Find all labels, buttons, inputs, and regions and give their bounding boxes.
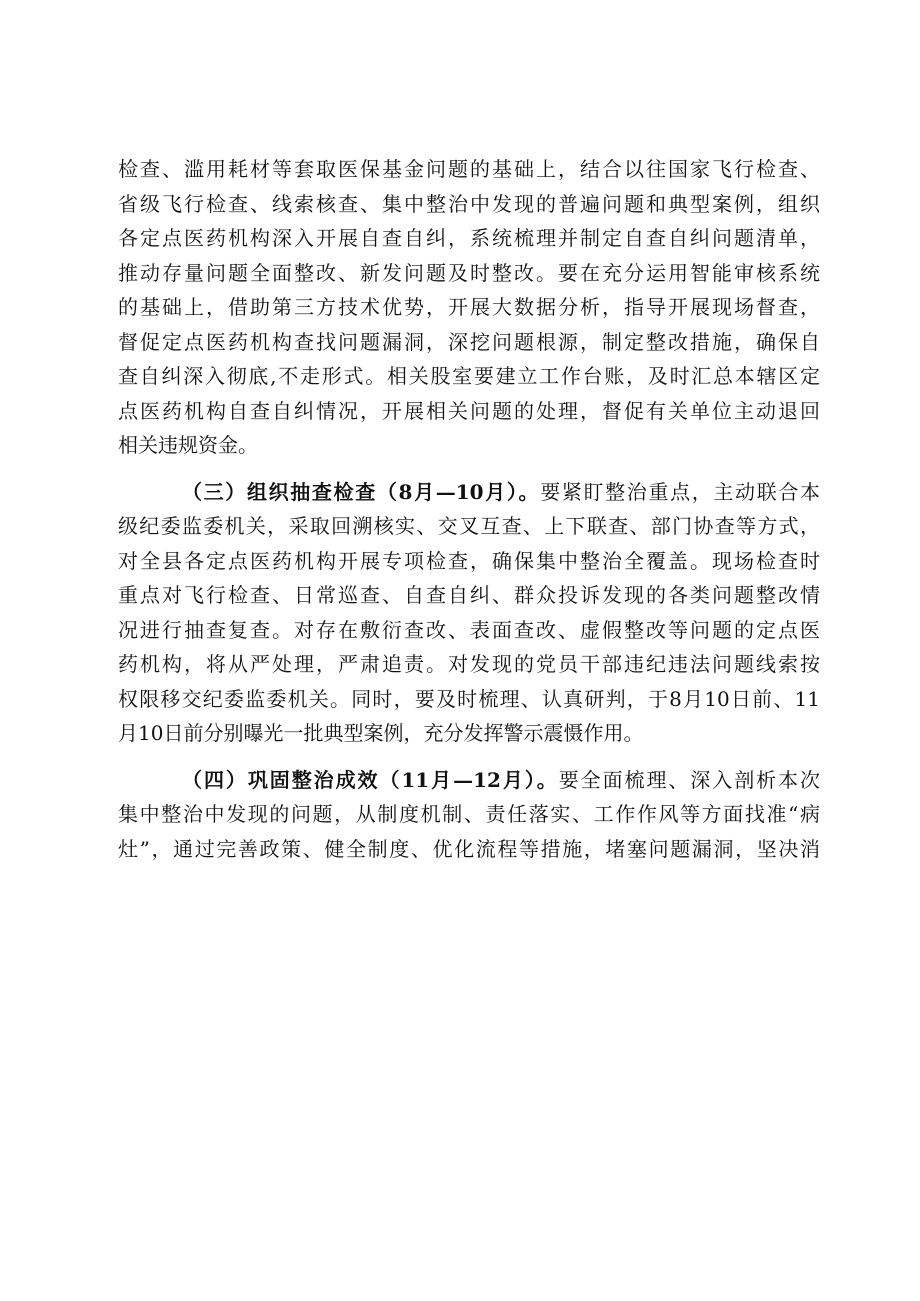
section-text: 要紧盯整治重点，主动联合本 [540, 479, 821, 504]
text-line: 相关违规资金。 [118, 433, 258, 457]
text-line: 检查、滥用耗材等套取医保基金问题的基础上，结合以往国家飞行检查、 [118, 157, 820, 181]
text-line: 况进行抽查复查。对存在敷衍查改、表面查改、虚假整改等问题的定点医 [118, 617, 820, 642]
text-line: 集中整治中发现的问题，从制度机制、责任落实、工作作风等方面找准“病 [118, 802, 820, 826]
text-line: 点医药机构自查自纠情况，开展相关问题的处理，督促有关单位主动退回 [118, 398, 820, 423]
text-line: 的基础上，借助第三方技术优势，开展大数据分析，指导开展现场督查， [118, 295, 820, 319]
document-body [118, 152, 820, 866]
text-line: 权限移交纪委监委机关。同时，要及时梳理、认真研判，于8月10日前、11 [118, 686, 820, 711]
paragraph-consolidate [118, 763, 820, 867]
text-line: 各定点医药机构深入开展自查自纠，系统梳理并制定自查自纠问题清单， [118, 226, 820, 250]
text-line: 重点对飞行检查、日常巡查、自查自纠、群众投诉发现的各类问题整改情 [118, 583, 820, 607]
text-line: 对全县各定点医药机构开展专项检查，确保集中整治全覆盖。现场检查时 [118, 548, 820, 573]
section-text: 要全面梳理、深入剖析本次 [558, 767, 821, 792]
text-line: 省级飞行检查、线索核查、集中整治中发现的普遍问题和典型案例，组织 [118, 191, 820, 216]
section-heading-three: （三）组织抽查检查（8月—10月）。 [182, 479, 541, 504]
text-line: 查自纠深入彻底,不走形式。相关股室要建立工作台账，及时汇总本辖区定 [118, 364, 820, 388]
paragraph-spacer [118, 463, 820, 475]
section-first-line [118, 763, 820, 798]
section-heading-four: （四）巩固整治成效（11月—12月）。 [182, 767, 559, 792]
section-first-line [118, 475, 820, 510]
text-line: 督促定点医药机构查找问题漏洞，深挖问题根源，制定整改措施，确保自 [118, 329, 820, 354]
text-line: 月10日前分别曝光一批典型案例，充分发挥警示震慑作用。 [118, 721, 644, 745]
text-line: 级纪委监委机关，采取回溯核实、交叉互查、上下联查、部门协查等方式， [118, 514, 820, 538]
text-line: 药机构，将从严处理，严肃追责。对发现的党员干部违纪违法问题线索按 [118, 652, 820, 676]
paragraph-spot-check [118, 475, 820, 751]
text-line: 灶”，通过完善政策、健全制度、优化流程等措施，堵塞问题漏洞，坚决消 [118, 836, 820, 861]
paragraph-self-inspection [118, 152, 820, 463]
text-line: 推动存量问题全面整改、新发问题及时整改。要在充分运用智能审核系统 [118, 260, 820, 285]
paragraph-spacer [118, 751, 820, 763]
